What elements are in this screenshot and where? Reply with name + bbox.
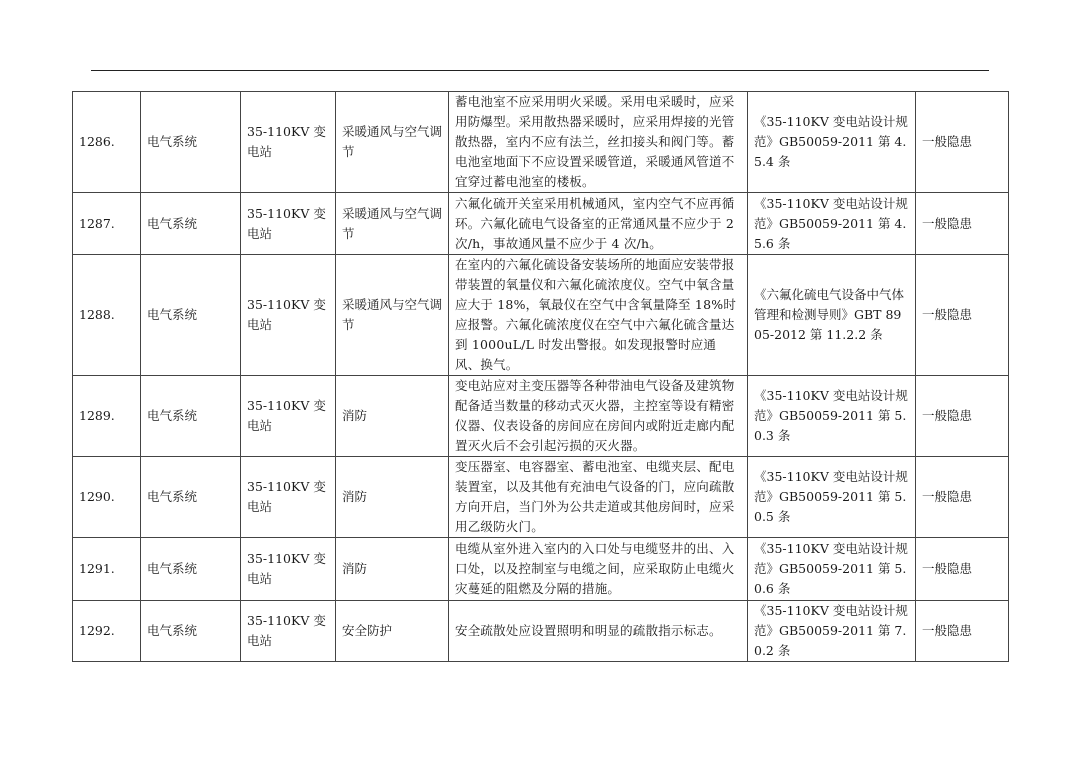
header-rule <box>91 70 989 71</box>
hazard-level-cell: 一般隐患 <box>916 376 1009 457</box>
requirement-cell: 安全疏散处应设置照明和明显的疏散指示标志。 <box>449 601 748 662</box>
basis-cell: 《35-110KV 变电站设计规范》GB50059-2011 第 4.5.4 条 <box>748 92 916 193</box>
table-row <box>73 255 1009 376</box>
location-cell: 35-110KV 变电站 <box>241 538 336 601</box>
location-cell: 35-110KV 变电站 <box>241 457 336 538</box>
row-number: 1288. <box>73 255 141 376</box>
location-cell: 35-110KV 变电站 <box>241 376 336 457</box>
requirement-cell: 变电站应对主变压器等各种带油电气设备及建筑物配备适当数量的移动式灭火器，主控室等设有精密仪器、仪表设备的房间应在房间内或附近走廊内配置灭火后不会引起污损的灭火器。 <box>449 376 748 457</box>
hazard-level-cell: 一般隐患 <box>916 255 1009 376</box>
hazard-level-cell: 一般隐患 <box>916 457 1009 538</box>
basis-cell: 《35-110KV 变电站设计规范》GB50059-2011 第 5.0.5 条 <box>748 457 916 538</box>
row-number: 1291. <box>73 538 141 601</box>
row-number: 1292. <box>73 601 141 662</box>
location-cell: 35-110KV 变电站 <box>241 92 336 193</box>
requirement-cell: 电缆从室外进入室内的入口处与电缆竖井的出、入口处，以及控制室与电缆之间，应采取防止电缆火灾蔓延的阻燃及分隔的措施。 <box>449 538 748 601</box>
basis-cell: 《35-110KV 变电站设计规范》GB50059-2011 第 5.0.3 条 <box>748 376 916 457</box>
location-cell: 35-110KV 变电站 <box>241 193 336 255</box>
category-cell: 采暖通风与空气调节 <box>336 92 449 193</box>
category-cell: 安全防护 <box>336 601 449 662</box>
requirement-cell: 变压器室、电容器室、蓄电池室、电缆夹层、配电装置室，以及其他有充油电气设备的门，应向疏散方向开启，当门外为公共走道或其他房间时，应采用乙级防火门。 <box>449 457 748 538</box>
hazard-table <box>72 91 1009 662</box>
system-cell: 电气系统 <box>141 92 241 193</box>
requirement-cell: 六氟化硫开关室采用机械通风，室内空气不应再循环。六氟化硫电气设备室的正常通风量不应少于 2 次/h，事故通风量不应少于 4 次/h。 <box>449 193 748 255</box>
category-cell: 消防 <box>336 457 449 538</box>
system-cell: 电气系统 <box>141 376 241 457</box>
row-number: 1289. <box>73 376 141 457</box>
table-row <box>73 457 1009 538</box>
hazard-level-cell: 一般隐患 <box>916 601 1009 662</box>
table-row <box>73 376 1009 457</box>
requirement-cell: 在室内的六氟化硫设备安装场所的地面应安装带报带装置的氧量仪和六氟化硫浓度仪。空气中氧含量应大于 18%，氧最仪在空气中含氧量降至 18%时应报警。六氟化硫浓度仪在空气中六氟化硫含量达到 1000uL/L 时发出警报。如发现报警时应通风、换气。 <box>449 255 748 376</box>
basis-cell: 《35-110KV 变电站设计规范》GB50059-2011 第 4.5.6 条 <box>748 193 916 255</box>
requirement-cell: 蓄电池室不应采用明火采暖。采用电采暖时，应采用防爆型。采用散热器采暖时，应采用焊接的光管散热器，室内不应有法兰，丝扣接头和阀门等。蓄电池室地面下不应设置采暖管道，采暖通风管道不宜穿过蓄电池室的楼板。 <box>449 92 748 193</box>
row-number: 1287. <box>73 193 141 255</box>
table-row <box>73 601 1009 662</box>
basis-cell: 《35-110KV 变电站设计规范》GB50059-2011 第 5.0.6 条 <box>748 538 916 601</box>
row-number: 1290. <box>73 457 141 538</box>
system-cell: 电气系统 <box>141 457 241 538</box>
hazard-level-cell: 一般隐患 <box>916 538 1009 601</box>
category-cell: 消防 <box>336 538 449 601</box>
system-cell: 电气系统 <box>141 193 241 255</box>
system-cell: 电气系统 <box>141 601 241 662</box>
location-cell: 35-110KV 变电站 <box>241 601 336 662</box>
hazard-level-cell: 一般隐患 <box>916 92 1009 193</box>
table-row <box>73 193 1009 255</box>
system-cell: 电气系统 <box>141 255 241 376</box>
category-cell: 消防 <box>336 376 449 457</box>
hazard-level-cell: 一般隐患 <box>916 193 1009 255</box>
location-cell: 35-110KV 变电站 <box>241 255 336 376</box>
system-cell: 电气系统 <box>141 538 241 601</box>
category-cell: 采暖通风与空气调节 <box>336 193 449 255</box>
table-row <box>73 92 1009 193</box>
category-cell: 采暖通风与空气调节 <box>336 255 449 376</box>
row-number: 1286. <box>73 92 141 193</box>
basis-cell: 《35-110KV 变电站设计规范》GB50059-2011 第 7.0.2 条 <box>748 601 916 662</box>
table-row <box>73 538 1009 601</box>
basis-cell: 《六氟化硫电气设备中气体管理和检测导则》GBT 8905-2012 第 11.2.2 条 <box>748 255 916 376</box>
